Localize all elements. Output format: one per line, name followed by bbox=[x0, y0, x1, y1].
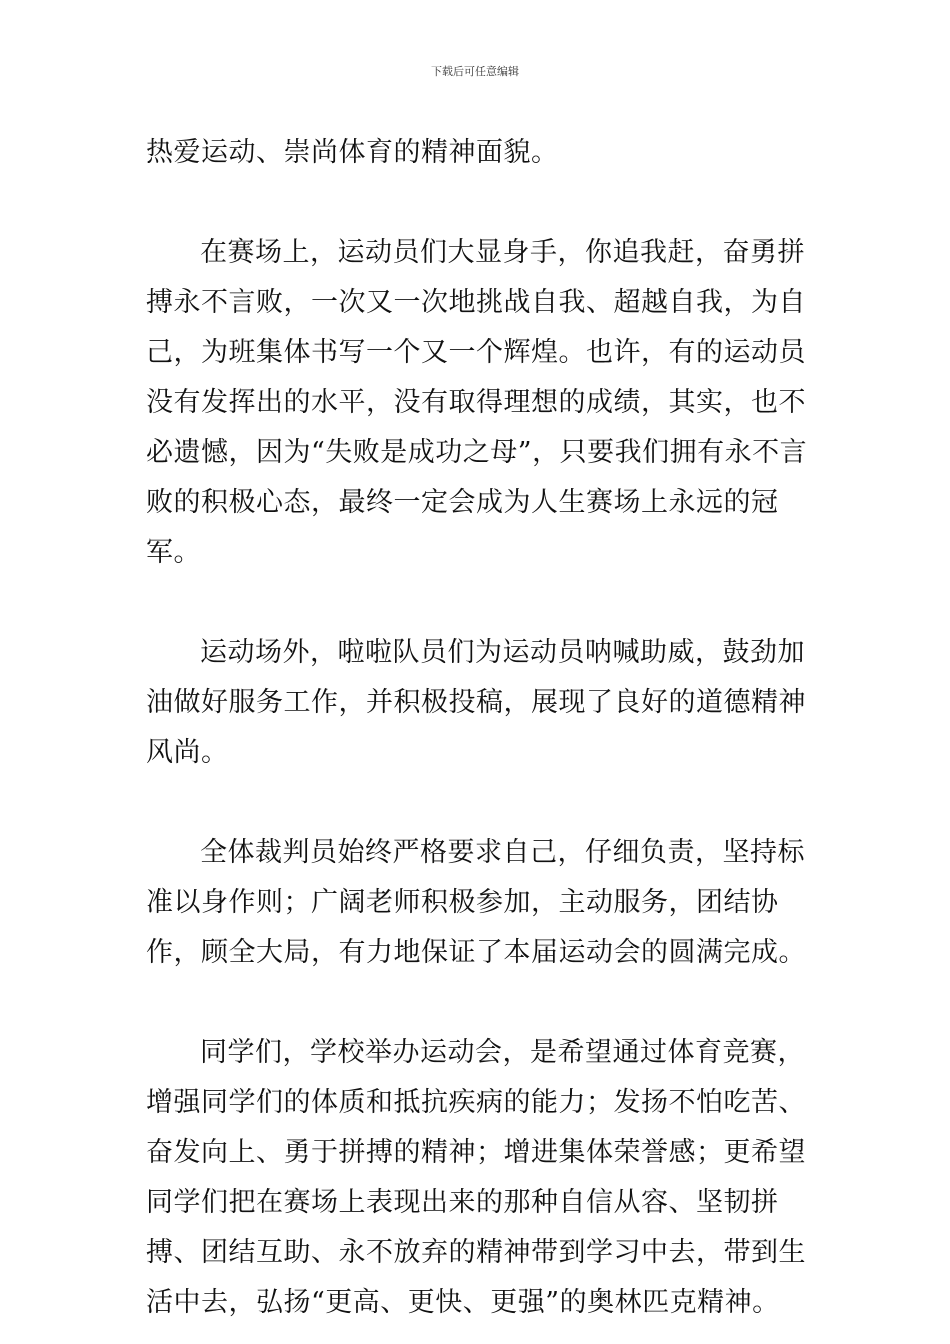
paragraph-students: 同学们，学校举办运动会，是希望通过体育竞赛，增强同学们的体质和抵抗疾病的能力；发扬不怕吃苦、奋发向上、勇于拼搏的精神；增进集体荣誉感；更希望同学们把在赛场上表现出来的那种自信从容、坚韧拼搏、团结互助、永不放弃的精神带到学习中去，带到生活中去，弘扬“更高、更快、更强”的奥林匹克精神。 bbox=[146, 1037, 806, 1318]
paragraph-cheerleaders: 运动场外，啦啦队员们为运动员呐喊助威，鼓劲加油做好服务工作，并积极投稿，展现了良好的道德精神风尚。 bbox=[146, 637, 806, 768]
paragraph-referees: 全体裁判员始终严格要求自己，仔细负责，坚持标准以身作则；广阔老师积极参加，主动服务，团结协作，顾全大局，有力地保证了本届运动会的圆满完成。 bbox=[146, 837, 806, 968]
document-body bbox=[146, 128, 808, 1328]
paragraph-continuation: 热爱运动、崇尚体育的精神面貌。 bbox=[146, 137, 559, 168]
paragraph-athletes: 在赛场上，运动员们大显身手，你追我赶，奋勇拼搏永不言败，一次又一次地挑战自我、超越自我，为自己，为班集体书写一个又一个辉煌。也许，有的运动员没有发挥出的水平，没有取得理想的成绩，其实，也不必遗憾，因为“失败是成功之母”，只要我们拥有永不言败的积极心态，最终一定会成为人生赛场上永远的冠军。 bbox=[146, 237, 808, 568]
page-header-note: 下载后可任意编辑 bbox=[431, 65, 519, 78]
